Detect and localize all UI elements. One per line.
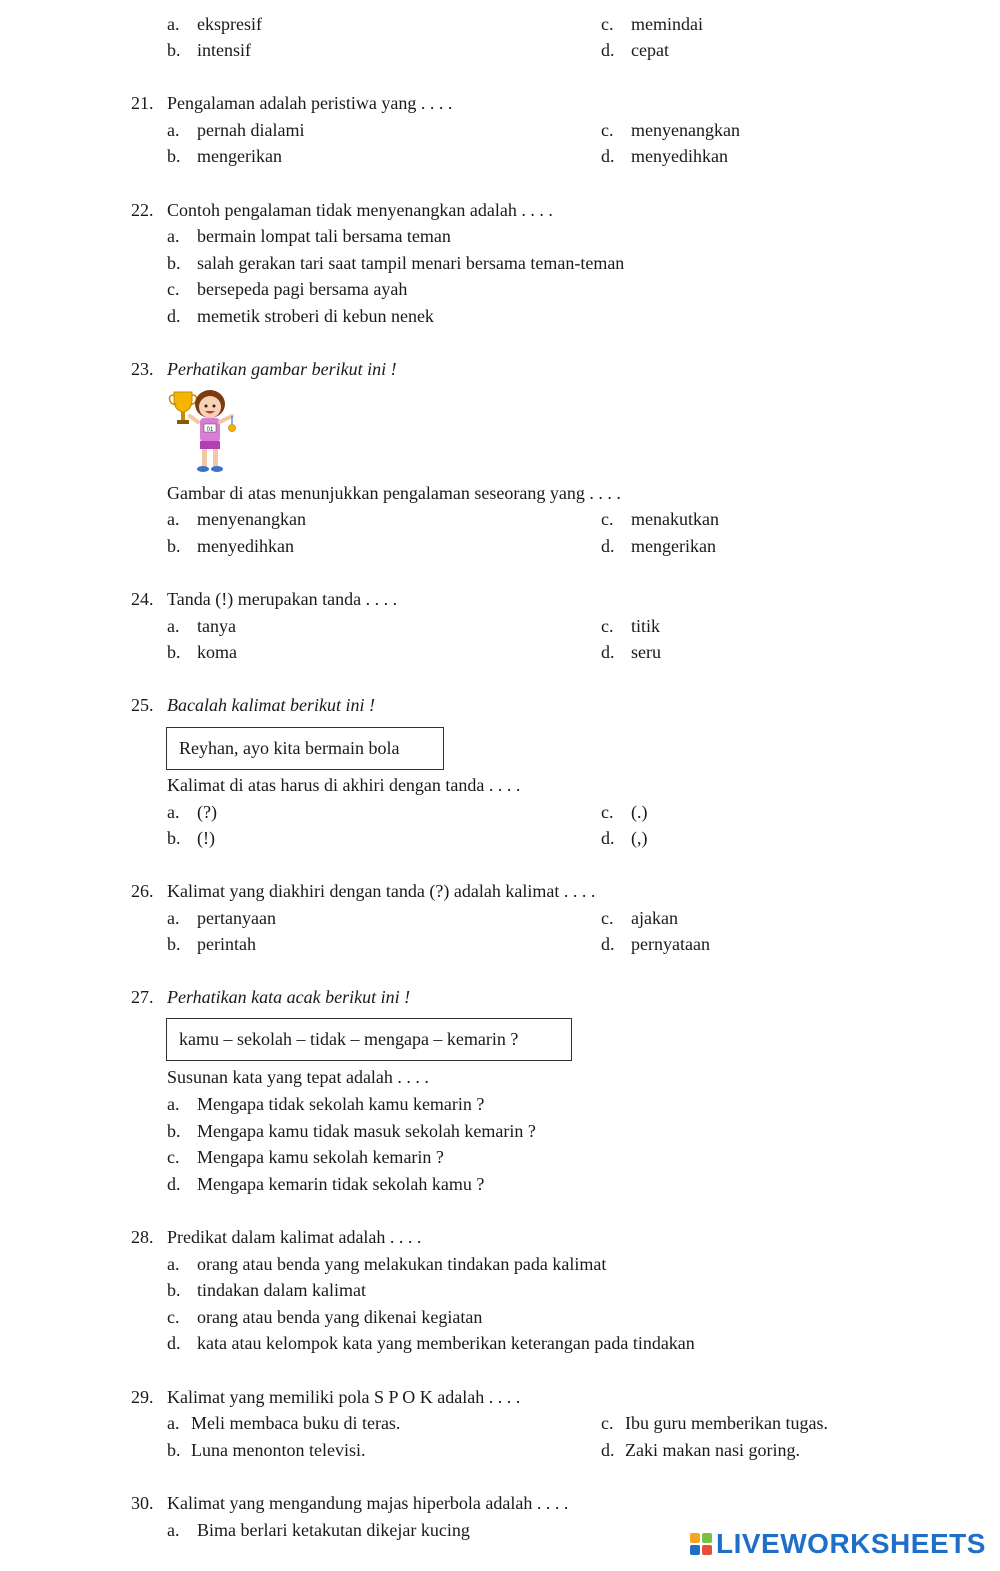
q22-option-b[interactable]: b. salah gerakan tari saat tampil menari bersama teman-teman bbox=[167, 253, 625, 273]
q29-option-a[interactable]: a. Meli membaca buku di teras. bbox=[167, 1413, 401, 1433]
q27-option-d[interactable]: d. Mengapa kemarin tidak sekolah kamu ? bbox=[167, 1174, 485, 1194]
q22-option-d[interactable]: d. memetik stroberi di kebun nenek bbox=[167, 306, 434, 326]
q21-option-b[interactable]: b. mengerikan bbox=[167, 146, 282, 166]
q21-option-d[interactable]: d. menyedihkan bbox=[601, 146, 728, 166]
sentence-box: Reyhan, ayo kita bermain bola bbox=[166, 727, 444, 770]
question-text: Perhatikan kata acak berikut ini ! bbox=[167, 987, 411, 1007]
q23-option-d[interactable]: d. mengerikan bbox=[601, 536, 716, 556]
question-text: Contoh pengalaman tidak menyenangkan adalah . . . . bbox=[167, 200, 553, 220]
word-scramble-box: kamu – sekolah – tidak – mengapa – kemarin ? bbox=[166, 1018, 572, 1061]
question-prompt: Kalimat di atas harus di akhiri dengan tanda . . . . bbox=[167, 775, 521, 795]
question-text: Kalimat yang diakhiri dengan tanda (?) adalah kalimat . . . . bbox=[167, 881, 596, 901]
liveworksheets-mark-icon bbox=[690, 1533, 712, 1555]
question-number: 25. bbox=[131, 695, 154, 715]
question-prompt: Gambar di atas menunjukkan pengalaman seseorang yang . . . . bbox=[167, 483, 621, 503]
q29-option-b[interactable]: b. Luna menonton televisi. bbox=[167, 1440, 366, 1460]
question-prompt: Susunan kata yang tepat adalah . . . . bbox=[167, 1067, 429, 1087]
q28-option-d[interactable]: d. kata atau kelompok kata yang memberikan keterangan pada tindakan bbox=[167, 1333, 695, 1353]
q27-option-a[interactable]: a. Mengapa tidak sekolah kamu kemarin ? bbox=[167, 1094, 485, 1114]
q24-option-c[interactable]: c. titik bbox=[601, 616, 661, 636]
q25-option-d[interactable]: d. (,) bbox=[601, 828, 648, 848]
question-text: Predikat dalam kalimat adalah . . . . bbox=[167, 1227, 422, 1247]
q23-option-b[interactable]: b. menyedihkan bbox=[167, 536, 294, 556]
question-number: 23. bbox=[131, 359, 154, 379]
question-number: 21. bbox=[131, 93, 154, 113]
question-number: 30. bbox=[131, 1493, 154, 1513]
q24-option-a[interactable]: a. tanya bbox=[167, 616, 236, 636]
q23-option-a[interactable]: a. menyenangkan bbox=[167, 509, 306, 529]
q25-option-c[interactable]: c. (.) bbox=[601, 802, 648, 822]
q28-option-a[interactable]: a. orang atau benda yang melakukan tindakan pada kalimat bbox=[167, 1254, 607, 1274]
q28-option-b[interactable]: b. tindakan dalam kalimat bbox=[167, 1280, 366, 1300]
q24-option-b[interactable]: b. koma bbox=[167, 642, 237, 662]
question-number: 24. bbox=[131, 589, 154, 609]
question-text: Kalimat yang memiliki pola S P O K adalah . . . . bbox=[167, 1387, 521, 1407]
q24-option-d[interactable]: d. seru bbox=[601, 642, 661, 662]
question-text: Bacalah kalimat berikut ini ! bbox=[167, 695, 375, 715]
prev-option-a[interactable]: a. ekspresif bbox=[167, 14, 262, 34]
q22-option-c[interactable]: c. bersepeda pagi bersama ayah bbox=[167, 279, 408, 299]
question-number: 28. bbox=[131, 1227, 154, 1247]
q23-option-c[interactable]: c. menakutkan bbox=[601, 509, 719, 529]
question-number: 27. bbox=[131, 987, 154, 1007]
q30-option-a[interactable]: a. Bima berlari ketakutan dikejar kucing bbox=[167, 1520, 470, 1540]
prev-option-b[interactable]: b. intensif bbox=[167, 40, 251, 60]
question-text: Pengalaman adalah peristiwa yang . . . . bbox=[167, 93, 453, 113]
question-text: Kalimat yang mengandung majas hiperbola adalah . . . . bbox=[167, 1493, 569, 1513]
question-text: Perhatikan gambar berikut ini ! bbox=[167, 359, 397, 379]
q28-option-c[interactable]: c. orang atau benda yang dikenai kegiatan bbox=[167, 1307, 483, 1327]
q25-option-b[interactable]: b. (!) bbox=[167, 828, 215, 848]
shirt-number-label: 01 bbox=[206, 427, 214, 433]
question-number: 29. bbox=[131, 1387, 154, 1407]
question-number: 26. bbox=[131, 881, 154, 901]
q26-option-c[interactable]: c. ajakan bbox=[601, 908, 678, 928]
prev-option-d[interactable]: d. cepat bbox=[601, 40, 669, 60]
q26-option-d[interactable]: d. pernyataan bbox=[601, 934, 710, 954]
q29-option-d[interactable]: d. Zaki makan nasi goring. bbox=[601, 1440, 800, 1460]
q26-option-a[interactable]: a. pertanyaan bbox=[167, 908, 276, 928]
prev-option-c[interactable]: c. memindai bbox=[601, 14, 703, 34]
q22-option-a[interactable]: a. bermain lompat tali bersama teman bbox=[167, 226, 451, 246]
q27-option-b[interactable]: b. Mengapa kamu tidak masuk sekolah kemarin ? bbox=[167, 1121, 536, 1141]
q26-option-b[interactable]: b. perintah bbox=[167, 934, 256, 954]
q21-option-c[interactable]: c. menyenangkan bbox=[601, 120, 740, 140]
logo-text: LIVEWORKSHEETS bbox=[716, 1528, 986, 1559]
q25-option-a[interactable]: a. (?) bbox=[167, 802, 217, 822]
question-text: Tanda (!) merupakan tanda . . . . bbox=[167, 589, 398, 609]
question-number: 22. bbox=[131, 200, 154, 220]
girl-with-trophy-image bbox=[168, 386, 246, 476]
q21-option-a[interactable]: a. pernah dialami bbox=[167, 120, 305, 140]
q29-option-c[interactable]: c. Ibu guru memberikan tugas. bbox=[601, 1413, 828, 1433]
q27-option-c[interactable]: c. Mengapa kamu sekolah kemarin ? bbox=[167, 1147, 444, 1167]
liveworksheets-logo[interactable] bbox=[690, 1526, 986, 1562]
